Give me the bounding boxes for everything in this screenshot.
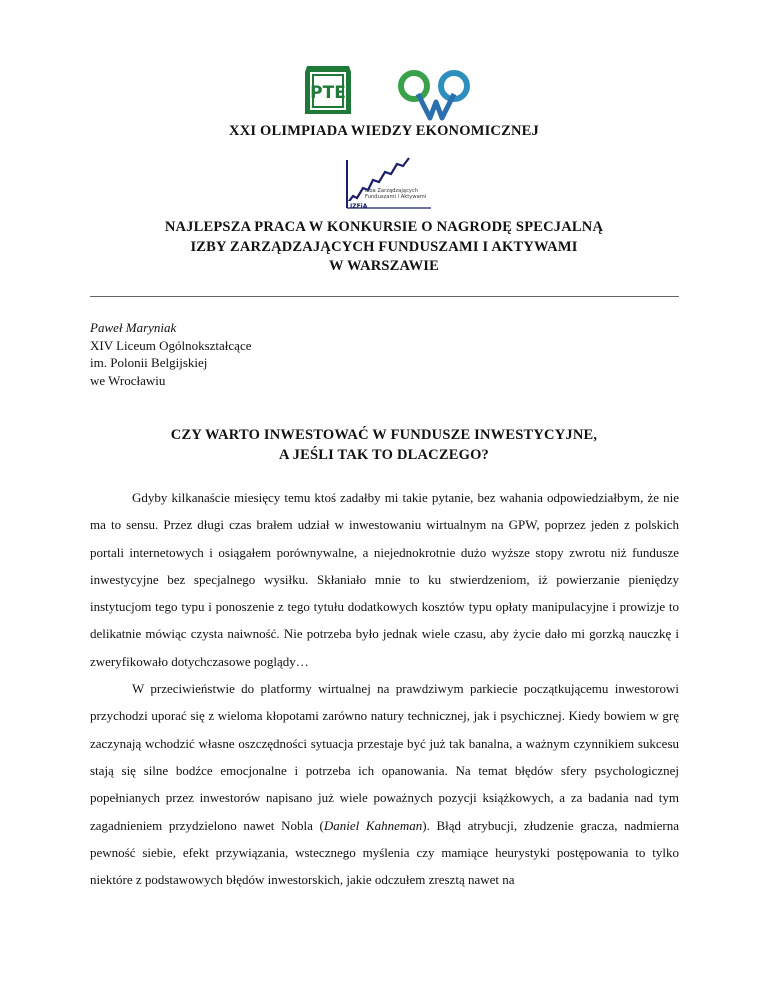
- award-line-2: IZBY ZARZĄDZAJĄCYCH FUNDUSZAMI I AKTYWAMI: [190, 238, 578, 255]
- owe-logo: [396, 64, 476, 122]
- svg-text:OWE: OWE: [434, 120, 438, 121]
- svg-text:Izba Zarządzających: Izba Zarządzających: [365, 188, 419, 194]
- school-line-1: XIV Liceum Ogólnokształcące: [90, 337, 252, 353]
- essay-title: [0, 426, 768, 465]
- cited-author-name: Daniel Kahneman: [323, 817, 423, 833]
- svg-text:PTE: PTE: [310, 83, 346, 103]
- school-line-3: we Wrocławiu: [90, 372, 166, 388]
- essay-body: [90, 484, 679, 893]
- paragraph-2-text-b: ). Błąd atrybucji, złudzenie gracza, nadmierna pewność siebie, efekt przywiązania, wstecznego myślenia czy mamiące heurystyki postępowania to tylko niektóre z podstawowych błędów inwestorskich, jakie odczułem zresztą nawet na: [90, 817, 679, 888]
- essay-title-line-1: CZY WARTO INWESTOWAĆ W FUNDUSZE INWESTYCYJNE,: [170, 427, 598, 443]
- school-line-2: im. Polonii Belgijskiej: [90, 355, 208, 370]
- pte-logo: [301, 62, 355, 120]
- author-name: Paweł Maryniak: [90, 320, 177, 335]
- horizontal-rule: [90, 296, 679, 297]
- paragraph-1: Gdyby kilkanaście miesięcy temu ktoś zadałby mi takie pytanie, bez wahania odpowiedziałbym, że nie ma to sensu. Przez długi czas brałem udział w inwestowaniu wirtualnym na GPW, poprzez jeden z polskich portali internetowych i osiągałem porównywalne, a niejednokrotnie dużo wyższe stopy zwrotu niż fundusze inwestycyjne bez specjalnego wysiłku. Skłaniało mnie to ku stwierdzeniom, iż powierzanie pieniędzy instytucjom tego typu i ponoszenie z tego tytułu dodatkowych kosztów typu opłaty manipulacyjne i prowizje to delikatnie mówiąc czysta naiwność. Nie potrzeba było jednak wiele czasu, aby życie dało mi gorzką nauczkę i zweryfikowało dotychczasowe poglądy…: [90, 490, 679, 669]
- logo-row: [0, 62, 768, 124]
- svg-text:Funduszami i Aktywami: Funduszami i Aktywami: [365, 194, 427, 200]
- award-line-1: NAJLEPSZA PRACA W KONKURSIE O NAGRODĘ SPECJALNĄ: [164, 219, 604, 235]
- paragraph-2-text-a: W przeciwieństwie do platformy wirtualnej na prawdziwym parkiecie początkującemu inwestorowi przychodzi uporać się z wieloma kłopotami zarówno natury technicznej, jak i psychicznej. Kiedy bowiem w grę zaczynają wchodzić własne oszczędności sytuacja przestaje być już tak banalna, a ważnym czynnikiem sukcesu stają się silne bodźce emocjonalne i potrzeba ich opanowania. Na temat błędów sfery psychologicznej popełnianych przez inwestorów napisano już wiele poważnych pozycji książkowych, a za badania nad tym zagadnieniem przydzielono nawet Nobla (: [90, 681, 679, 833]
- award-line-3: W WARSZAWIE: [328, 258, 440, 274]
- author-block: [90, 319, 251, 389]
- essay-title-line-2: A JEŚLI TAK TO DLACZEGO?: [278, 446, 490, 463]
- award-heading: [0, 218, 768, 277]
- olympiad-title: XXI OLIMPIADA WIEDZY EKONOMICZNEJ: [229, 123, 539, 139]
- paragraph-2: [90, 675, 679, 893]
- izfia-logo: [343, 154, 435, 210]
- svg-text:IZFiA: IZFiA: [350, 203, 368, 210]
